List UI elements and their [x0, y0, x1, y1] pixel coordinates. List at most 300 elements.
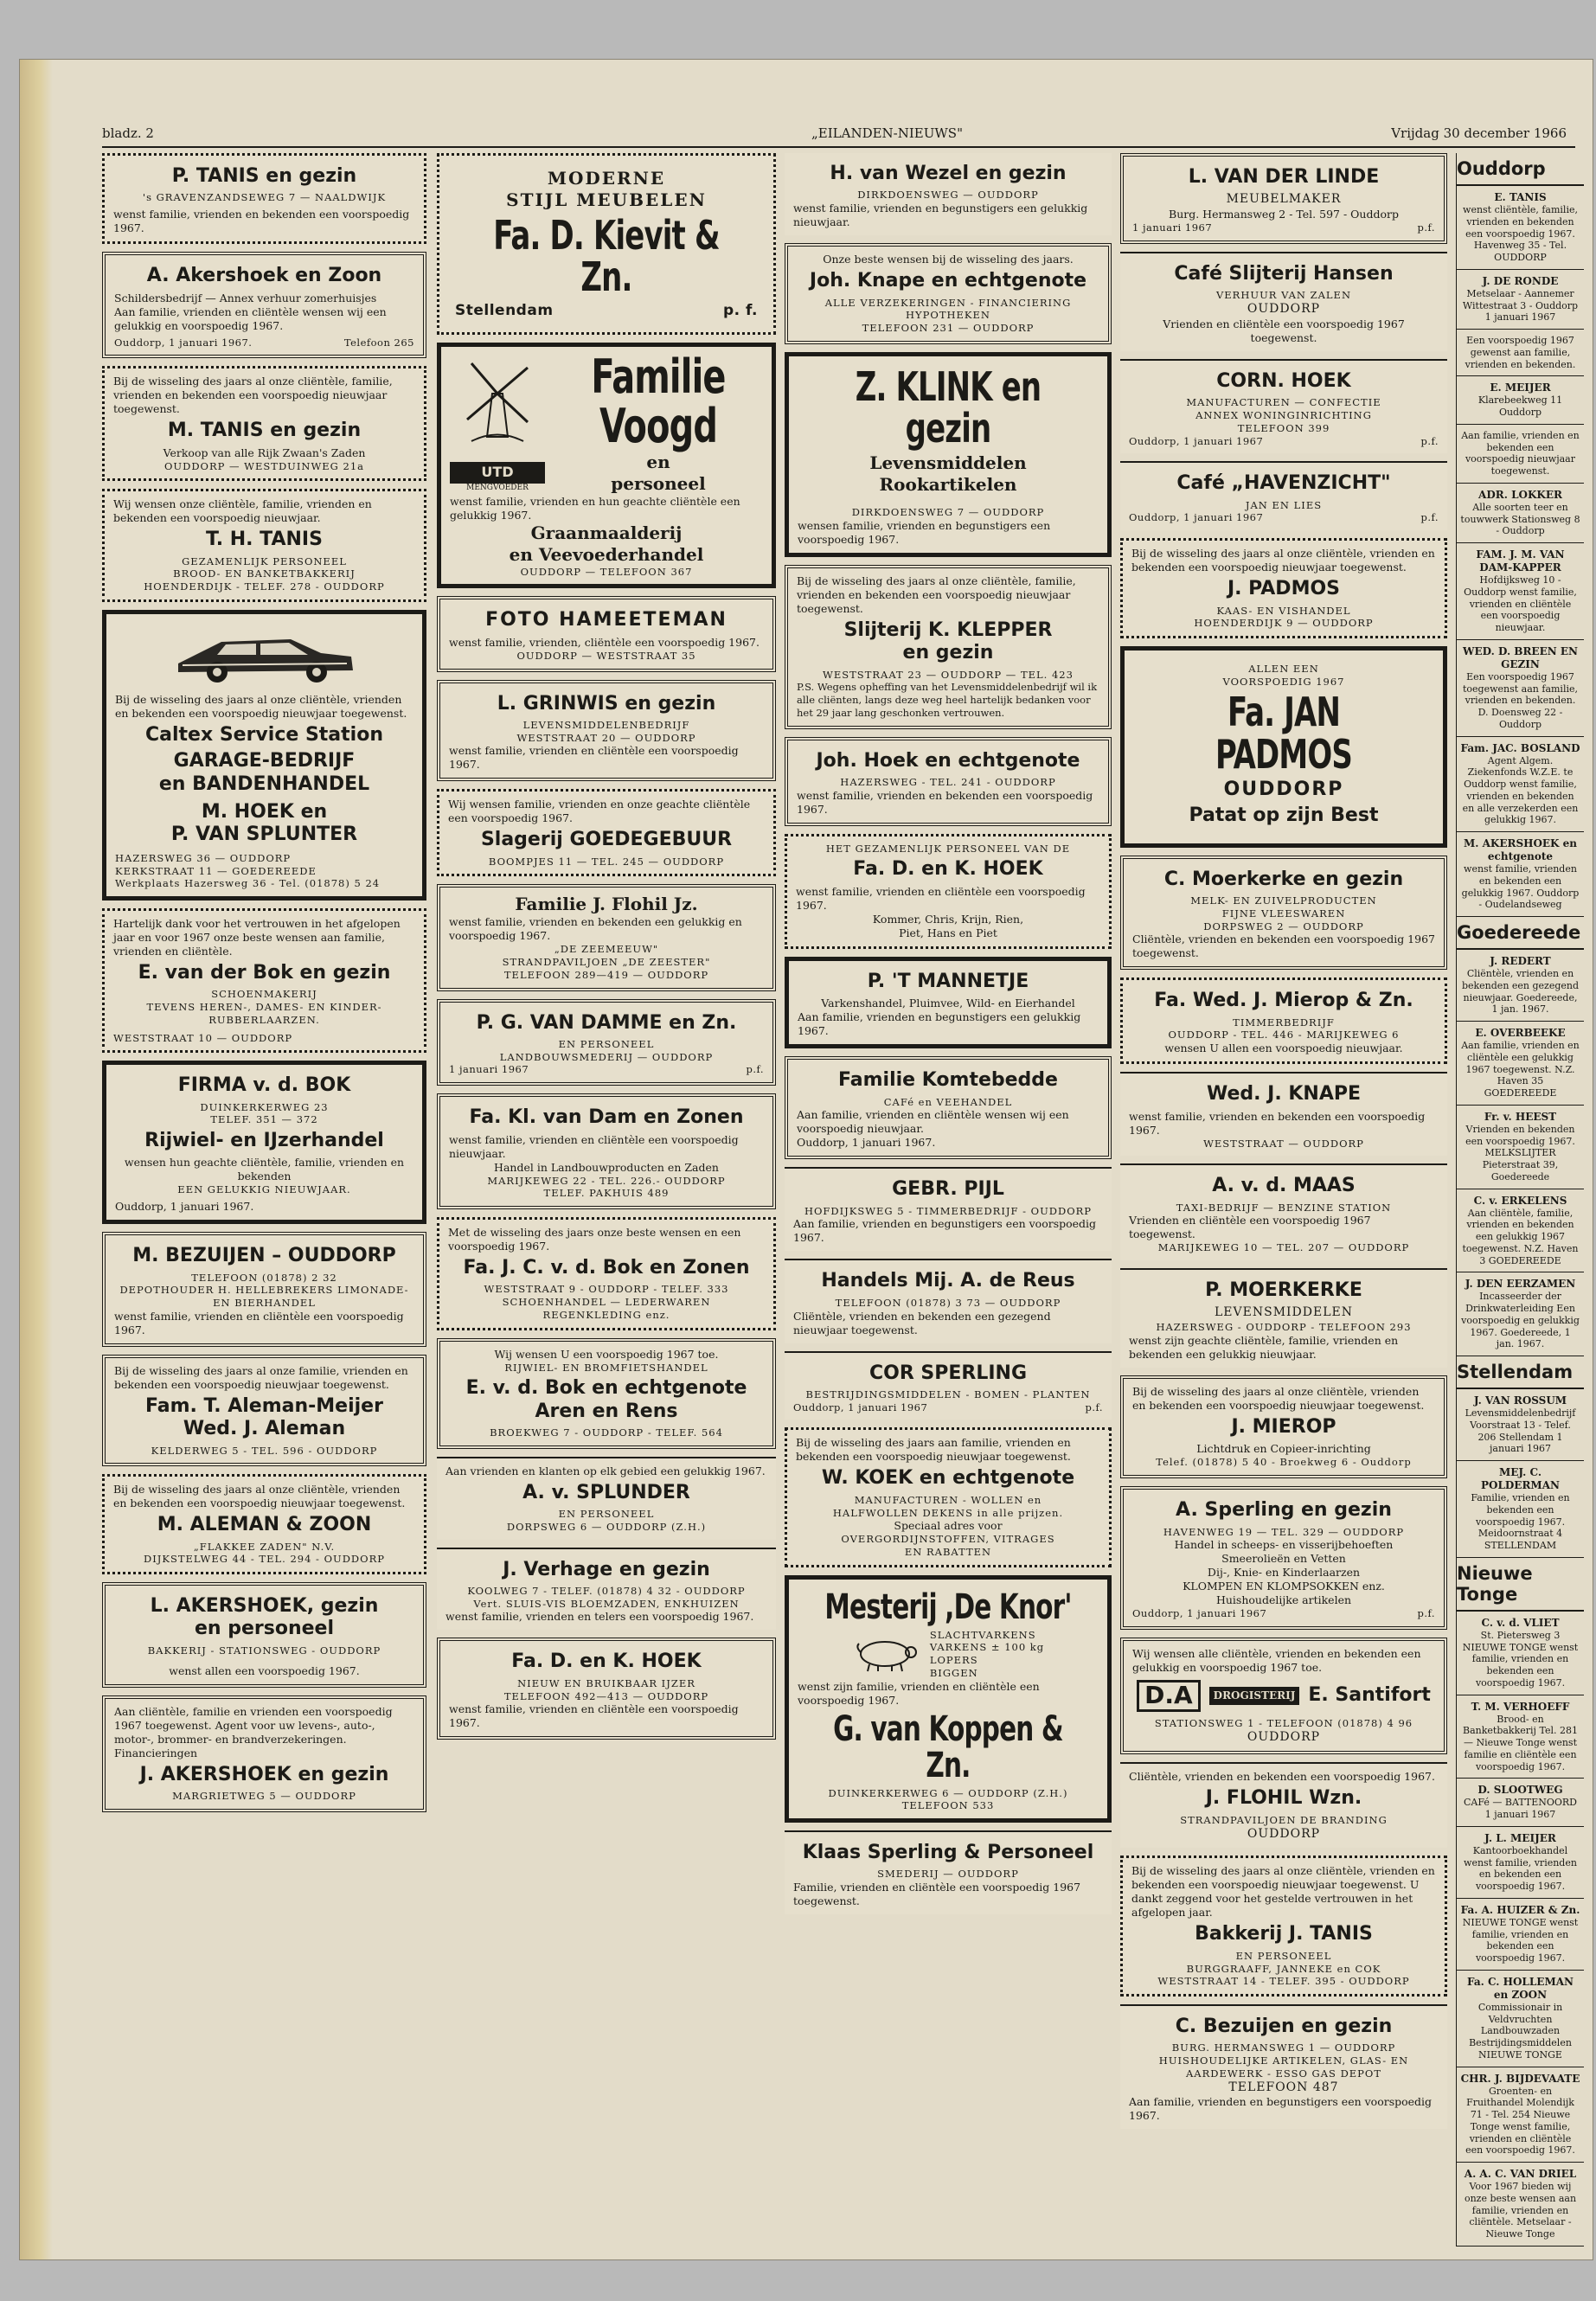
list-item	[1457, 1461, 1584, 1558]
ad-address: KOOLWEG 7 - TELEF. (01878) 4 32 - OUDDORP	[467, 1585, 746, 1597]
list-item-text: Voor 1967 bieden wij onze beste wensen aan familie, vrienden en cliëntèle. Metselaar - Nieuwe Tonge	[1464, 2181, 1577, 2240]
ad-text: EEN GELUKKIG NIEUWJAAR.	[177, 1183, 351, 1196]
ad-title: Familie Komtebedde	[838, 1069, 1058, 1092]
ad-title: GEBR. PIJL	[892, 1178, 1004, 1201]
list-item	[1457, 270, 1584, 330]
ad-splunder	[437, 1457, 776, 1540]
ad-text: wenst familie, vrienden en bekenden een voorspoedig 1967.	[1129, 1109, 1426, 1137]
ad-text: FIJNE VLEESWAREN	[1221, 907, 1346, 920]
ad-title: L. AKERSHOEK, gezin	[150, 1595, 379, 1618]
ad-text: Wij wensen alle cliëntèle, vrienden en bekenden een gelukkig en voorspoedig 1967 toe.	[1132, 1647, 1421, 1675]
ad-text: Met de wisseling des jaars onze beste wensen en een voorspoedig 1967.	[448, 1226, 741, 1253]
ad-date: Ouddorp, 1 januari 1967.	[115, 1200, 254, 1214]
ad-text: BROOD- EN BANKETBAKKERIJ	[173, 567, 356, 580]
ad-title: Joh. Knape en echtgenote	[809, 270, 1087, 292]
ad-knape	[785, 243, 1112, 344]
ad-date: Ouddorp, 1 januari 1967.	[114, 336, 253, 349]
mill-logo	[450, 355, 545, 493]
ad-koek	[785, 1427, 1112, 1567]
ad-text: Bij de wisseling des jaars al onze cliëntèle, familie, vrienden en bekenden een voorspoedig nieuwjaar toegewenst.	[113, 375, 393, 416]
ad-address: Werkplaats Hazersweg 36 - Tel. (01878) 5 24	[115, 877, 381, 890]
list-item-name: M. AKERSHOEK en echtgenote	[1463, 837, 1578, 862]
ad-j-padmos	[1120, 538, 1447, 638]
ad-address: DORPSWEG 6 — OUDDORP (Z.H.)	[506, 1520, 707, 1533]
ad-text: BESTRIJDINGSMIDDELEN - BOMEN - PLANTEN	[805, 1388, 1091, 1400]
ad-text: Bij de wisseling des jaars aan familie, vrienden en bekenden een voorspoedig nieuwjaar toegewenst.	[796, 1436, 1071, 1464]
ad-title: E. van der Bok en gezin	[138, 961, 391, 984]
ad-address: BROEKWEG 7 - OUDDORP - TELEF. 564	[490, 1426, 723, 1439]
list-item	[1457, 1612, 1584, 1695]
ad-p-moerkerke	[1120, 1268, 1447, 1368]
ad-title: en BANDENHANDEL	[158, 772, 370, 795]
ad-title: Wed. J. KNAPE	[1206, 1083, 1361, 1106]
ad-voogd	[437, 343, 776, 588]
ad-text: Aan familie, vrienden en begunstigers een voorspoedig 1967.	[793, 1217, 1097, 1245]
ad-caltex	[102, 610, 426, 901]
list-item-text: Levensmiddelenbedrijf Voorstraat 13 - Telef. 206 Stellendam 1 januari 1967	[1465, 1407, 1576, 1455]
ad-address: OUDDORP — WESTSTRAAT 35	[516, 649, 696, 662]
ad-c-moerkerke	[1120, 856, 1447, 971]
list-item-name: ADR. LOKKER	[1478, 488, 1562, 501]
ad-pf: p.f.	[1417, 1607, 1435, 1620]
ad-title: T. H. TANIS	[206, 529, 323, 551]
list-item-text: NIEUWE TONGE wenst familie, vrienden en bekenden een voorspoedig 1967.	[1462, 1916, 1579, 1964]
ad-akershoek-zoon	[102, 252, 426, 358]
ad-e-vd-bok	[437, 1338, 776, 1449]
ad-gebr-pijl	[785, 1167, 1112, 1251]
list-item	[1457, 1695, 1584, 1779]
ad-text: KLOMPEN EN KLOMPSOKKEN enz.	[1183, 1580, 1385, 1593]
ad-text: Verkoop van alle Rijk Zwaan's Zaden	[163, 445, 366, 459]
ad-title: C. Bezuijen en gezin	[1175, 2016, 1393, 2038]
ad-text: NIEUW EN BRUIKBAAR IJZER	[517, 1676, 695, 1689]
ad-address: HOFDIJKSWEG 5 - TIMMERBEDRIJF - OUDDORP	[804, 1204, 1093, 1217]
page-number: bladz. 2	[102, 125, 154, 141]
ad-text: STRANDPAVILJOEN DE BRANDING	[1180, 1813, 1388, 1826]
ad-text: wenst familie, vrienden en cliëntèle een voorspoedig 1967.	[449, 1702, 739, 1730]
ad-title: M. HOEK en	[201, 801, 328, 824]
ad-text: Hartelijk dank voor het vertrouwen in het afgelopen jaar en voor 1967 onze beste wensen aan familie, vrienden en cliëntèle.	[113, 916, 401, 958]
ad-text: Handel in Landbouwproducten en Zaden	[494, 1160, 719, 1174]
ad-vd-maas	[1120, 1163, 1447, 1260]
ad-text: Levensmiddelen	[869, 452, 1027, 474]
list-item-name: Fa. C. HOLLEMAN en ZOON	[1466, 1975, 1574, 2001]
ad-address: WESTSTRAAT 20 — OUDDORP	[516, 731, 696, 744]
ad-title: A. v. d. MAAS	[1212, 1175, 1356, 1197]
column-3	[785, 153, 1112, 1922]
list-item-name: D. SLOOTWEG	[1477, 1784, 1563, 1797]
ad-text: LOPERS	[929, 1654, 978, 1667]
ad-title: en personeel	[194, 1618, 334, 1640]
ad-address: MARGRIETWEG 5 — OUDDORP	[172, 1789, 356, 1802]
ad-text: wenst familie, vrienden en begunstigers een gelukkig nieuwjaar.	[793, 202, 1088, 229]
ad-title: Familie J. Flohil Jz.	[515, 894, 698, 915]
ad-address: HOENDERDIJK - TELEF. 278 - OUDDORP	[144, 580, 385, 593]
ad-place: OUDDORP	[1247, 1826, 1321, 1841]
ad-m-tanis	[102, 366, 426, 481]
ad-text: Cliëntèle, vrienden en bekenden een voorspoedig 1967 toegewenst.	[1132, 933, 1435, 960]
ad-text: CAFé en VEEHANDEL	[883, 1095, 1013, 1108]
list-item-name: J. DEN EERZAMEN	[1465, 1278, 1576, 1291]
list-item-name: A. A. C. VAN DRIEL	[1464, 2168, 1577, 2180]
ad-title: Fa. D. Kievit & Zn.	[493, 212, 720, 301]
ad-title: Slagerij GOEDEGEBUUR	[480, 829, 733, 851]
ad-phone: TELEFOON (01878) 3 73 — OUDDORP	[835, 1296, 1061, 1309]
column-4	[1120, 153, 1447, 2137]
ad-date: 1 januari 1967	[449, 1063, 529, 1076]
ad-title: Klaas Sperling & Personeel	[802, 1841, 1094, 1863]
list-item-text: Aan cliëntèle, familie, vrienden en bekenden een gelukkig 1967 toegewenst. N.Z. Haven 3 GOEDEREEDE	[1462, 1207, 1579, 1266]
list-item	[1457, 425, 1584, 484]
ad-title: M. ALEMAN & ZOON	[157, 1514, 372, 1536]
ad-title: Fa. Wed. J. Mierop & Zn.	[1154, 990, 1413, 1012]
ad-text: Varkenshandel, Pluimvee, Wild- en Eierhandel	[821, 997, 1075, 1010]
ad-text: BURGGRAAFF, JANNEKE en COK	[1186, 1962, 1381, 1975]
ad-text: SCHOENMAKERIJ	[211, 988, 317, 1001]
ad-title: Z. KLINK en gezin	[855, 362, 1042, 452]
list-item-text: CAFé — BATTENOORD 1 januari 1967	[1464, 1797, 1577, 1820]
ad-title: M. BEZUIJEN – OUDDORP	[132, 1245, 396, 1267]
ad-phone: TELEFOON 487	[1228, 2080, 1339, 2094]
ad-address: MARIJKEWEG 22 - TEL. 226.- OUDDORP	[487, 1174, 726, 1187]
ad-title: Handels Mij. A. de Reus	[821, 1270, 1075, 1292]
ad-text: ALLE VERZEKERINGEN - FINANCIERING HYPOTHEKEN	[824, 296, 1072, 322]
da-logo: D.A	[1137, 1680, 1201, 1712]
ad-text: Aan vrienden en klanten op elk gebied een gelukkig 1967.	[445, 1464, 766, 1477]
list-item-text: Cliëntèle, vrienden en bekenden een gezegend nieuwjaar. Goedereede, 1 jan. 1967.	[1461, 968, 1580, 1016]
ad-place: Stellendam	[455, 301, 554, 319]
ad-text: „FLAKKEE ZADEN" N.V.	[193, 1540, 336, 1553]
ad-text: Huishoudelijke artikelen	[1215, 1593, 1352, 1607]
ad-text: Speciaal adres voor	[894, 1519, 1003, 1533]
ad-date: Ouddorp, 1 januari 1967	[793, 1400, 928, 1413]
region-heading: Goedereede	[1457, 917, 1584, 950]
ad-wed-knape	[1120, 1072, 1447, 1156]
list-item-text: St. Pietersweg 3 NIEUWE TONGE wenst familie, vrienden en bekenden een voorspoedig 1967.	[1462, 1629, 1579, 1689]
ad-text: Dij-, Knie- en Kinderlaarzen	[1207, 1566, 1361, 1580]
ad-address: WESTSTRAAT — OUDDORP	[1203, 1137, 1364, 1150]
ad-title: CORN. HOEK	[1216, 370, 1351, 393]
ad-text: HALFWOLLEN DEKENS in alle prijzen.	[832, 1506, 1064, 1519]
list-item-name: WED. D. BREEN EN GEZIN	[1463, 644, 1578, 670]
ad-text: KAAS- EN VISHANDEL	[1216, 604, 1351, 617]
ad-title: J. AKERSHOEK en gezin	[139, 1763, 389, 1785]
ad-text: Bij de wisseling des jaars al onze cliëntèle, vrienden en bekenden een voorspoedig nieuwjaar toegewenst.	[1132, 1385, 1425, 1413]
ad-title: FOTO HAMEETEMAN	[485, 609, 727, 631]
ad-address: DIRKDOENSWEG — OUDDORP	[857, 189, 1039, 202]
ad-text: TAXI-BEDRIJF — BENZINE STATION	[1176, 1201, 1392, 1214]
ad-hameeteman	[437, 596, 776, 671]
list-item-name: CHR. J. BIJDEVAATE	[1460, 2072, 1580, 2085]
ad-title: en Veevoederhandel	[509, 543, 704, 565]
ad-text: Bij de wisseling des jaars al onze cliëntèle, vrienden en bekenden een voorspoedig nieuwjaar toegewenst.	[115, 692, 407, 720]
ad-bakkerij-tanis	[1120, 1856, 1447, 1997]
ad-personeel-hoek	[785, 834, 1112, 949]
ad-text: wenst familie, vrienden en hun geachte cliëntèle een gelukkig 1967.	[450, 494, 740, 522]
list-item-text: Aan familie, vrienden en cliëntèle een gelukkig 1967 toegewenst. N.Z. Haven 35 GOEDEREEDE	[1461, 1040, 1580, 1099]
ad-text: RIJWIEL- EN BROMFIETSHANDEL	[504, 1361, 708, 1374]
list-item-text: Alle soorten teer en touwwerk Stationsweg 8 - Ouddorp	[1460, 501, 1580, 537]
ad-title: Bakkerij J. TANIS	[1195, 1923, 1373, 1945]
ad-text: EN PERSONEEL	[558, 1508, 655, 1521]
ad-text: JAN EN LIES	[1245, 498, 1323, 511]
list-item	[1457, 737, 1584, 833]
ad-text: „DE ZEEMEEUW"	[554, 943, 659, 956]
ad-klepper	[785, 565, 1112, 729]
ad-address: DIJKSTELWEG 44 - TEL. 294 - OUDDORP	[144, 1553, 385, 1566]
list-item	[1457, 640, 1584, 737]
ad-pf: p.f.	[1085, 1400, 1103, 1413]
list-item-name: E. MEIJER	[1490, 381, 1551, 394]
ad-verhage	[437, 1548, 776, 1631]
list-item-name: Fa. A. HUIZER & Zn.	[1460, 1903, 1580, 1916]
ad-address: DUINKERKERWEG 6 — OUDDORP (Z.H.)	[828, 1786, 1068, 1799]
list-item-text: Groenten- en Fruithandel Molendijk 71 - Tel. 254 Nieuwe Tonge wenst familie, vrienden en cliëntèle een voorspoedig 1967.	[1465, 2085, 1575, 2157]
ad-flohil-jz	[437, 884, 776, 990]
ad-van-der-linde	[1120, 153, 1447, 244]
ad-address: WESTSTRAAT 9 - OUDDORP - TELEF. 333	[484, 1283, 729, 1296]
ad-text: SLACHTVARKENS	[929, 1628, 1036, 1641]
ad-jan-padmos	[1120, 646, 1447, 848]
ad-title: Fa. J. C. v. d. Bok en Zonen	[463, 1257, 750, 1279]
ad-date: Ouddorp, 1 januari 1967	[1132, 1607, 1267, 1620]
ad-text: Bij de wisseling des jaars al onze cliëntèle, vrienden en bekenden een voorspoedig nieuwjaar toegewenst. U dankt zeggend voor het gestelde vertrouwen in het afgelopen jaar.	[1131, 1864, 1435, 1920]
ad-joh-hoek	[785, 737, 1112, 826]
list-item-name: C. v. ERKELENS	[1473, 1194, 1567, 1207]
list-item	[1457, 1389, 1584, 1461]
list-item-name: E. OVERBEEKE	[1475, 1027, 1566, 1039]
list-item	[1457, 1899, 1584, 1971]
ad-text: EN RABATTEN	[904, 1545, 992, 1558]
ad-pf: p.f.	[1420, 434, 1439, 447]
ad-title: Fa. D. en K. HOEK	[511, 1650, 702, 1673]
ad-text: VERHUUR VAN ZALEN	[1215, 289, 1352, 302]
ad-komtebedde	[785, 1056, 1112, 1159]
ad-title: Mesterij ,De Knor'	[824, 1586, 1072, 1627]
utd-logo: UTD	[450, 462, 545, 483]
newspaper-page	[19, 59, 1593, 2260]
ad-address: 's GRAVENZANDSEWEG 7 — NAALDWIJK	[142, 191, 387, 204]
ad-date: Ouddorp, 1 januari 1967.	[797, 1136, 936, 1150]
list-item-text: Incasseerder der Drinkwaterleiding Een voorspoedig en gelukkig 1967. Goedereede, 1 jan. 1967.	[1461, 1291, 1580, 1350]
pig-icon	[852, 1635, 921, 1673]
list-item-text: Een voorspoedig 1967 toegewenst aan familie, vrienden en bekenden. D. Doensweg 22 - Ouddorp	[1463, 670, 1578, 730]
ad-text: wensen familie, vrienden en begunstigers een voorspoedig 1967.	[798, 518, 1051, 546]
list-item	[1457, 1971, 1584, 2067]
ad-address: STATIONSWEG 1 - TELEFOON (01878) 4 96	[1154, 1716, 1413, 1729]
ad-title: COR SPERLING	[869, 1362, 1028, 1384]
list-item-text: Een voorspoedig 1967 gewenst aan familie, vrienden en bekenden.	[1465, 335, 1576, 370]
page-header	[102, 125, 1567, 144]
ad-c-bezuijen	[1120, 2004, 1447, 2129]
ad-address: BOOMPJES 11 — TEL. 245 — OUDDORP	[488, 855, 725, 868]
ad-text: wenst familie, vrienden, cliëntèle een voorspoedig 1967.	[449, 635, 760, 649]
ad-text: VOORSPOEDIG 1967	[1222, 675, 1345, 688]
ad-kl-van-dam	[437, 1093, 776, 1209]
ad-aleman-meijer	[102, 1355, 426, 1467]
ad-title: Café Slijterij Hansen	[1174, 263, 1394, 285]
ad-text: HUISHOUDELIJKE ARTIKELEN, GLAS- EN AARDEWERK - ESSO GAS DEPOT	[1158, 2054, 1409, 2080]
list-item-text: Klarebeekweg 11 Ouddorp	[1477, 394, 1563, 418]
ad-text: P.S. Wegens opheffing van het Levensmiddelenbedrijf wil ik alle cliënten, langs deze weg heel hartelijk bedanken voor het 29 jaar lang geschonken vertrouwen.	[797, 681, 1098, 719]
ad-text: Vrienden en cliëntèle een voorspoedig 1967 toegewenst.	[1129, 1214, 1371, 1241]
ad-text: Cliëntèle, vrienden en bekenden een voorspoedig 1967.	[1129, 1770, 1435, 1784]
ad-text: Bij de wisseling des jaars al onze cliëntèle, vrienden en bekenden een voorspoedig nieuwjaar toegewenst.	[1131, 547, 1435, 574]
ad-klink	[785, 352, 1112, 557]
ad-address: BAKKERIJ - STATIONSWEG - OUDDORP	[147, 1644, 381, 1657]
ad-de-reus	[785, 1259, 1112, 1343]
ad-text: Vert. SLUIS-VIS BLOEMZADEN, ENKHUIZEN	[473, 1597, 740, 1610]
column-1	[102, 153, 426, 1820]
list-item	[1457, 1779, 1584, 1827]
ad-text: wenst familie, vrienden en bekenden een gelukkig en voorspoedig 1967.	[449, 915, 742, 943]
ad-title: Café „HAVENZICHT"	[1176, 472, 1391, 495]
ad-phone: TELEF. 351 — 372	[210, 1113, 318, 1126]
ad-phone: TELEF. PAKHUIS 489	[543, 1187, 670, 1200]
ad-address: OUDDORP - TEL. 446 - MARIJKEWEG 6	[1168, 1029, 1400, 1042]
ad-title: M. TANIS en gezin	[167, 420, 362, 442]
ad-title: W. KOEK en echtgenote	[821, 1467, 1075, 1490]
ad-text: EN PERSONEEL	[558, 1038, 655, 1051]
list-item	[1457, 330, 1584, 376]
list-item-text: Brood- en Banketbakkerij Tel. 281 — Nieuwe Tonge wenst familie en cliëntèle een voorspoedig 1967.	[1463, 1713, 1578, 1772]
region-heading: Nieuwe Tonge	[1457, 1558, 1584, 1612]
ad-l-akershoek	[102, 1582, 426, 1688]
ad-text: Lichtdruk en Copieer-inrichting	[1196, 1442, 1371, 1456]
ad-van-damme	[437, 999, 776, 1086]
ad-title: P. VAN SPLUNTER	[170, 824, 358, 846]
ad-p-tanis	[102, 153, 426, 244]
issue-date: Vrijdag 30 december 1966	[1391, 125, 1567, 141]
ad-havenzicht	[1120, 461, 1447, 530]
ad-text: MANUFACTUREN - WOLLEN en	[854, 1493, 1042, 1506]
ad-text: Handel in scheeps- en visserijbehoeften	[1174, 1538, 1394, 1552]
list-item-text: Kantoorboekhandel wenst familie, vrienden en bekenden een voorspoedig 1967.	[1464, 1844, 1577, 1892]
ad-title: FIRMA v. d. BOK	[177, 1074, 351, 1097]
ad-de-knor	[785, 1575, 1112, 1823]
ad-place: OUDDORP	[1247, 1729, 1321, 1744]
list-item	[1457, 484, 1584, 543]
ad-address: HAZERSWEG - TEL. 241 - OUDDORP	[840, 776, 1056, 789]
ad-title: Aren en Rens	[535, 1400, 678, 1422]
ad-text: Aan familie, vrienden en cliëntèle wensen wij een voorspoedig nieuwjaar.	[797, 1108, 1069, 1136]
ad-text: wenst familie, vrienden en bekenden een voorspoedig 1967.	[113, 208, 410, 235]
ad-text: wenst familie, vrienden en cliëntèle een voorspoedig 1967.	[114, 1309, 404, 1336]
ad-text: MANUFACTUREN — CONFECTIE	[1186, 396, 1381, 409]
ad-address: KELDERWEG 5 - TEL. 596 - OUDDORP	[151, 1444, 378, 1457]
ad-title: P. G. VAN DAMME en Zn.	[476, 1011, 737, 1034]
ad-place: OUDDORP	[1247, 302, 1321, 317]
ad-address: HAZERSWEG - OUDDORP - TELEFOON 293	[1156, 1321, 1412, 1334]
ad-dk-hoek	[437, 1638, 776, 1740]
ad-text: STRANDPAVILJOEN „DE ZEESTER"	[502, 956, 711, 969]
ad-title: C. Moerkerke en gezin	[1163, 868, 1404, 890]
ad-title: H. van Wezel en gezin	[830, 163, 1067, 184]
list-item-name: T. M. VERHOEFF	[1471, 1700, 1570, 1713]
list-item	[1457, 376, 1584, 425]
list-item-text: Familie, vrienden en bekenden een voorspoedig 1967. Meidoornstraat 4 STELLENDAM	[1471, 1492, 1570, 1551]
ad-text: wenst familie, vrienden en cliëntèle een voorspoedig 1967.	[449, 744, 739, 772]
ad-address: MARIJKEWEG 10 — TEL. 207 — OUDDORP	[1157, 1241, 1410, 1254]
ad-title: J. Verhage en gezin	[503, 1558, 710, 1580]
ad-title: Joh. Hoek en echtgenote	[816, 749, 1080, 772]
ad-van-wezel	[785, 153, 1112, 235]
ad-text: Aan familie, vrienden en begunstigers een gelukkig 1967.	[798, 1010, 1081, 1038]
ad-title: Caltex Service Station	[145, 723, 383, 746]
ad-title: E. v. d. Bok en echtgenote	[465, 1377, 747, 1400]
list-item	[1457, 543, 1584, 640]
ad-address: SMEDERIJ — OUDDORP	[877, 1868, 1019, 1881]
ad-text: BIGGEN	[929, 1666, 978, 1679]
list-item	[1457, 1272, 1584, 1356]
ad-address: OUDDORP — WESTDUINWEG 21a	[163, 459, 365, 472]
ad-address: WESTSTRAAT 14 - TELEF. 395 - OUDDORP	[1157, 1975, 1410, 1988]
list-item-text: wenst cliëntèle, familie, vrienden en bekenden een voorspoedig 1967. Havenweg 35 - Tel. OUDDORP	[1463, 204, 1578, 263]
ad-t-mannetje	[785, 957, 1112, 1048]
ad-text: Cliëntèle, vrienden en bekenden een gezegend nieuwjaar toegewenst.	[793, 1309, 1051, 1336]
ad-a-sperling	[1120, 1486, 1447, 1630]
ad-title: Voogd	[599, 399, 718, 454]
ad-title: P. 'T MANNETJE	[867, 970, 1029, 992]
list-item	[1457, 2067, 1584, 2163]
ad-title: Graanmaalderij	[530, 522, 683, 543]
ad-text: Bij de wisseling des jaars al onze familie, vrienden en bekenden een voorspoedig nieuwjaar toegewenst.	[114, 1363, 408, 1391]
ad-text: MEUBELMAKER	[1226, 192, 1342, 207]
ad-text: wenst familie, vrienden en cliëntèle een voorspoedig 1967.	[796, 884, 1086, 912]
ad-date: Ouddorp, 1 januari 1967	[1129, 511, 1264, 524]
ad-pf: p.f.	[1420, 511, 1439, 524]
windmill-icon	[454, 355, 541, 458]
ad-address: HAVENWEG 19 — TEL. 329 — OUDDORP	[1163, 1525, 1405, 1538]
ad-slogan: Patat op zijn Best	[1189, 804, 1379, 827]
list-item	[1457, 832, 1584, 917]
ad-grinwis	[437, 680, 776, 782]
list-item-name: E. TANIS	[1494, 191, 1547, 203]
ad-address: DIRKDOENSWEG 7 — OUDDORP	[851, 506, 1045, 519]
ad-j-flohil-wzn	[1120, 1762, 1447, 1848]
ad-pf: p. f.	[723, 301, 758, 319]
ad-title: Familie	[591, 349, 726, 405]
ad-title: J. PADMOS	[1227, 578, 1341, 600]
list-item	[1457, 1827, 1584, 1899]
list-item-name: C. v. d. VLIET	[1481, 1616, 1560, 1629]
ad-text: TEVENS HEREN-, DAMES- EN KINDER-RUBBERLAARZEN.	[146, 1001, 382, 1026]
ad-address: DORPSWEG 2 — OUDDORP	[1203, 920, 1364, 933]
ad-address: Telef. (01878) 5 40 - Broekweg 6 - Ouddorp	[1156, 1456, 1412, 1469]
column-2	[437, 153, 776, 1747]
ad-text: Rookartikelen	[879, 474, 1017, 496]
ad-text: wenst familie, vrienden en telers een voorspoedig 1967.	[445, 1610, 754, 1624]
list-item-name: Fr. v. HEEST	[1484, 1110, 1557, 1123]
ad-j-mierop	[1120, 1375, 1447, 1478]
ad-firma-bok	[102, 1061, 426, 1224]
ad-text: GEZAMENLIJK PERSONEEL	[182, 554, 347, 567]
ad-th-tanis	[102, 489, 426, 602]
ad-text: Aan familie, vrienden en begunstigers een voorspoedig 1967.	[1129, 2095, 1433, 2123]
list-item-text: Hofdijksweg 10 - Ouddorp wenst familie, vrienden en cliëntèle een voorspoedig nieuwjaar.	[1464, 574, 1577, 633]
list-item	[1457, 186, 1584, 270]
ad-text: wenst familie, vrienden en bekenden een voorspoedig 1967.	[797, 788, 1093, 816]
ad-wed-mierop	[1120, 977, 1447, 1064]
ad-address: DUINKERKERWEG 23	[200, 1100, 329, 1113]
ad-text: Bij de wisseling des jaars al onze cliëntèle, vrienden en bekenden een voorspoedig nieuwjaar toegewenst.	[113, 1483, 406, 1510]
ad-text: Piet, Hans en Piet	[899, 926, 997, 939]
ad-text: Smeerolieën en Vetten	[1221, 1552, 1346, 1566]
list-item-text: wenst familie, vrienden en bekenden een gelukkig 1967. Ouddorp - Oudelandseweg	[1461, 863, 1580, 911]
list-item-name: FAM. J. M. VAN DAM-KAPPER	[1476, 548, 1565, 574]
ad-kievit	[437, 153, 776, 335]
ad-address: OUDDORP — TELEFOON 367	[520, 565, 693, 578]
